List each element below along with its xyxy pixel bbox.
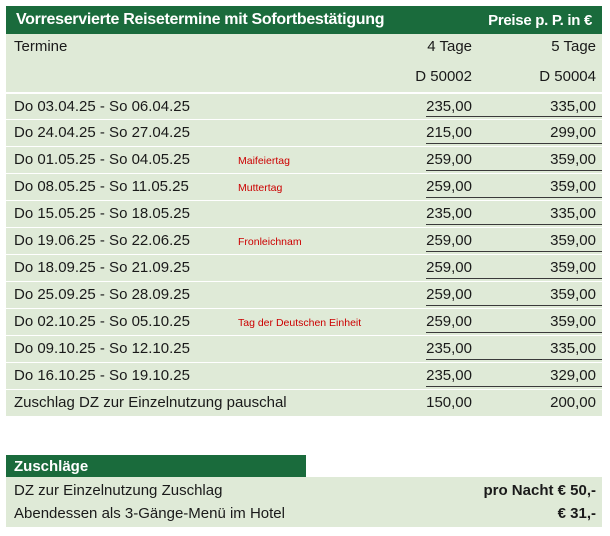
table-row [6,200,602,227]
row-dates: Do 03.04.25 - So 06.04.25 [14,98,190,115]
row-price-5-days: 200,00 [550,394,596,411]
surcharges-section [6,455,602,527]
row-underline [426,224,602,225]
code-4-days: D 50002 [415,68,472,85]
surcharge-item [14,502,596,524]
col-header-4-days: 4 Tage [427,38,472,55]
row-dates: Do 09.10.25 - So 12.10.25 [14,340,190,357]
table-row [6,335,602,362]
row-dates: Do 18.09.25 - So 21.09.25 [14,259,190,276]
surcharges-title: Zuschläge [6,455,306,477]
col-header-dates: Termine [14,38,68,55]
surcharge-item [14,479,596,501]
table-row [6,227,602,254]
row-dates: Do 25.09.25 - So 28.09.25 [14,286,190,303]
row-dates: Do 19.06.25 - So 22.06.25 [14,232,190,249]
table-row [6,389,602,416]
row-price-5-days: 359,00 [550,151,596,168]
row-dates: Do 08.05.25 - So 11.05.25 [14,178,189,195]
row-price-4-days: 259,00 [426,232,472,249]
row-holiday-note: Muttertag [238,182,283,194]
table-title: Vorreservierte Reisetermine mit Sofortbestätigung [16,11,385,28]
table-row [6,254,602,281]
row-dates: Do 24.04.25 - So 27.04.25 [14,124,190,141]
row-dates: Do 15.05.25 - So 18.05.25 [14,205,190,222]
row-underline [426,278,602,279]
surcharge-label: DZ zur Einzelnutzung Zuschlag [14,482,223,499]
row-price-4-days: 235,00 [426,205,472,222]
row-price-5-days: 335,00 [550,340,596,357]
row-price-4-days: 259,00 [426,259,472,276]
row-price-4-days: 259,00 [426,286,472,303]
table-row [6,92,602,119]
table-row [6,173,602,200]
surcharge-value: pro Nacht € 50,- [483,482,596,499]
row-underline [426,197,602,198]
row-price-5-days: 359,00 [550,259,596,276]
row-holiday-note: Maifeiertag [238,155,290,167]
row-price-4-days: 235,00 [426,367,472,384]
row-price-5-days: 359,00 [550,232,596,249]
table-row [6,119,602,146]
row-holiday-note: Tag der Deutschen Einheit [238,317,362,329]
row-price-5-days: 335,00 [550,98,596,115]
row-dates: Do 01.05.25 - So 04.05.25 [14,151,190,168]
table-row [6,146,602,173]
table-row [6,281,602,308]
row-price-5-days: 329,00 [550,367,596,384]
row-price-4-days: 259,00 [426,313,472,330]
row-price-5-days: 359,00 [550,286,596,303]
row-price-4-days: 150,00 [426,394,472,411]
row-underline [426,143,602,144]
row-dates: Zuschlag DZ zur Einzelnutzung pauschal [14,394,287,411]
price-table [6,6,602,416]
row-underline [426,116,602,117]
row-holiday-note: Fronleichnam [238,236,302,248]
col-header-5-days: 5 Tage [551,38,596,55]
surcharge-label: Abendessen als 3-Gänge-Menü im Hotel [14,505,285,522]
column-headers [6,34,602,92]
row-price-4-days: 235,00 [426,340,472,357]
row-price-4-days: 259,00 [426,151,472,168]
row-price-4-days: 235,00 [426,98,472,115]
code-5-days: D 50004 [539,68,596,85]
row-price-5-days: 359,00 [550,313,596,330]
table-body [6,92,602,416]
surcharge-value: € 31,- [557,505,596,522]
row-underline [426,332,602,333]
table-header-bar [6,6,602,34]
table-row [6,362,602,389]
row-underline [426,359,602,360]
row-price-5-days: 335,00 [550,205,596,222]
surcharges-body [6,477,602,527]
row-underline [426,170,602,171]
row-price-5-days: 359,00 [550,178,596,195]
row-underline [426,305,602,306]
row-dates: Do 02.10.25 - So 05.10.25 [14,313,190,330]
prices-label: Preise p. P. in € [488,11,592,29]
row-underline [426,386,602,387]
row-price-4-days: 215,00 [426,124,472,141]
row-underline [426,251,602,252]
row-dates: Do 16.10.25 - So 19.10.25 [14,367,190,384]
table-row [6,308,602,335]
row-price-4-days: 259,00 [426,178,472,195]
row-price-5-days: 299,00 [550,124,596,141]
